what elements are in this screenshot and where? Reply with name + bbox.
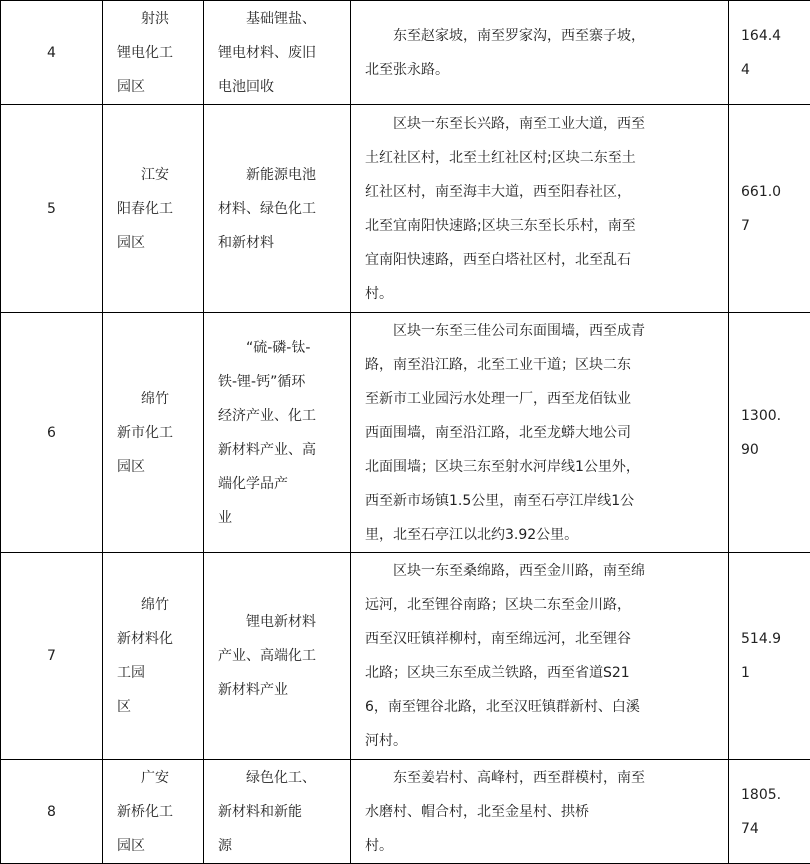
boundary-line: 西至新市场镇1.5公里，南至石亭江岸线1公 (365, 492, 635, 509)
industry-line: 经济产业、化工 (218, 407, 316, 424)
park-name-cell (103, 553, 204, 760)
industry-line: 端化学品产 (218, 475, 288, 492)
boundary-line: 村。 (365, 837, 393, 854)
boundary-line: 村。 (365, 285, 393, 302)
area-line: 4 (741, 61, 750, 78)
row-number: 8 (1, 760, 103, 864)
boundary-line: 东至赵家坡，南至罗家沟，西至寨子坡， (393, 27, 645, 44)
park-name-cell (103, 1, 204, 105)
table-row (1, 105, 810, 313)
boundary-line: 红社区村，南至海丰大道，西至阳春社区， (365, 183, 631, 200)
area-cell (729, 1, 810, 105)
boundary-line: 河村。 (365, 733, 407, 749)
boundary-line: 北面围墙；区块三东至射水河岸线1公里外， (365, 458, 640, 475)
boundary-line: 北至宜南阳快速路;区块三东至长乐村，南至 (365, 217, 636, 234)
boundary-line: 土红社区村，北至土红社区村;区块二东至土 (365, 149, 636, 166)
industry-line: “硫-磷-钛- (246, 339, 311, 356)
industry-line: 新能源电池 (246, 166, 316, 183)
park-name-line: 广安 (141, 769, 169, 786)
table-row (1, 313, 810, 553)
park-name-cell (103, 760, 204, 864)
area-line: 1300. (741, 407, 782, 424)
park-name-line: 园区 (117, 78, 145, 95)
boundary-cell (351, 553, 729, 760)
boundary-line: 北路；区块三东至成兰铁路，西至省道S21 (365, 665, 630, 681)
boundary-line: 区块一东至桑绵路，西至金川路，南至绵 (393, 563, 645, 579)
area-cell (729, 553, 810, 760)
park-name-line: 阳春化工 (117, 200, 173, 217)
industry-cell (204, 105, 351, 313)
boundary-line: 区块一东至三佳公司东面围墙，西至成青 (393, 322, 645, 339)
park-name-line: 园区 (117, 234, 145, 251)
row-number: 5 (1, 105, 103, 313)
park-name-line: 园区 (117, 458, 145, 475)
boundary-cell (351, 760, 729, 864)
industry-line: 业 (218, 509, 232, 526)
boundary-line: 西面围墙，南至沿江路，北至龙蟒大地公司 (365, 424, 631, 441)
industry-line: 铁-锂-钙”循环 (218, 373, 306, 390)
boundary-cell (351, 105, 729, 313)
industry-line: 新材料和新能 (218, 803, 302, 820)
industry-cell (204, 313, 351, 553)
industry-line: 产业、高端化工 (218, 648, 316, 664)
park-name-line: 新市化工 (117, 424, 173, 441)
industry-cell (204, 1, 351, 105)
area-line: 1805. (741, 786, 782, 803)
area-line: 7 (741, 217, 750, 234)
boundary-line: 西至汉旺镇祥柳村，南至绵远河，北至锂谷 (365, 631, 631, 647)
table-row (1, 553, 810, 760)
industry-line: 锂电新材料 (246, 614, 316, 630)
park-name-line: 工园 (117, 665, 145, 681)
park-name-line: 新材料化 (117, 631, 173, 647)
area-line: 1 (741, 665, 750, 681)
industry-line: 新材料产业、高 (218, 441, 316, 458)
boundary-line: 东至姜岩村、高峰村，西至群模村，南至 (393, 769, 645, 786)
boundary-line: 6，南至锂谷北路，北至汉旺镇群新村、白溪 (365, 699, 640, 715)
park-name-line: 新桥化工 (117, 803, 173, 820)
park-name-line: 区 (117, 699, 131, 715)
industry-line: 锂电材料、废旧 (218, 44, 316, 61)
boundary-line: 至新市工业园污水处理一厂，西至龙佰钛业 (365, 390, 631, 407)
industry-line: 基础锂盐、 (246, 10, 316, 27)
park-name-line: 锂电化工 (117, 44, 173, 61)
boundary-line: 远河，北至锂谷南路；区块二东至金川路， (365, 597, 631, 613)
area-cell (729, 760, 810, 864)
industry-line: 绿色化工、 (246, 769, 316, 786)
park-name-line: 绵竹 (141, 597, 169, 613)
industry-line: 源 (218, 837, 232, 854)
boundary-cell (351, 313, 729, 553)
boundary-line: 里，北至石亭江以北约3.92公里。 (365, 526, 579, 543)
boundary-line: 水磨村、帽合村，北至金星村、拱桥 (365, 803, 589, 820)
industry-line: 材料、绿色化工 (218, 200, 316, 217)
table-row (1, 760, 810, 864)
park-name-cell (103, 105, 204, 313)
park-name-line: 园区 (117, 837, 145, 854)
area-line: 164.4 (741, 27, 782, 44)
area-line: 514.9 (741, 631, 782, 647)
industry-cell (204, 553, 351, 760)
park-name-line: 江安 (141, 166, 169, 183)
area-line: 90 (741, 441, 759, 458)
boundary-line: 宜南阳快速路，西至白塔社区村，北至乱石 (365, 251, 631, 268)
industry-line: 电池回收 (218, 78, 274, 95)
boundary-cell (351, 1, 729, 105)
boundary-line: 路，南至沿江路，北至工业干道；区块二东 (365, 356, 631, 373)
row-number: 6 (1, 313, 103, 553)
park-name-cell (103, 313, 204, 553)
boundary-line: 区块一东至长兴路，南至工业大道，西至 (393, 115, 645, 132)
industry-cell (204, 760, 351, 864)
table-row (1, 1, 810, 105)
industry-line: 和新材料 (218, 234, 274, 251)
area-cell (729, 313, 810, 553)
row-number: 4 (1, 1, 103, 105)
industry-line: 新材料产业 (218, 682, 288, 698)
park-name-line: 射洪 (141, 10, 169, 27)
row-number: 7 (1, 553, 103, 760)
park-name-line: 绵竹 (141, 390, 169, 407)
area-line: 74 (741, 820, 759, 837)
area-cell (729, 105, 810, 313)
boundary-line: 北至张永路。 (365, 61, 449, 78)
area-line: 661.0 (741, 183, 782, 200)
